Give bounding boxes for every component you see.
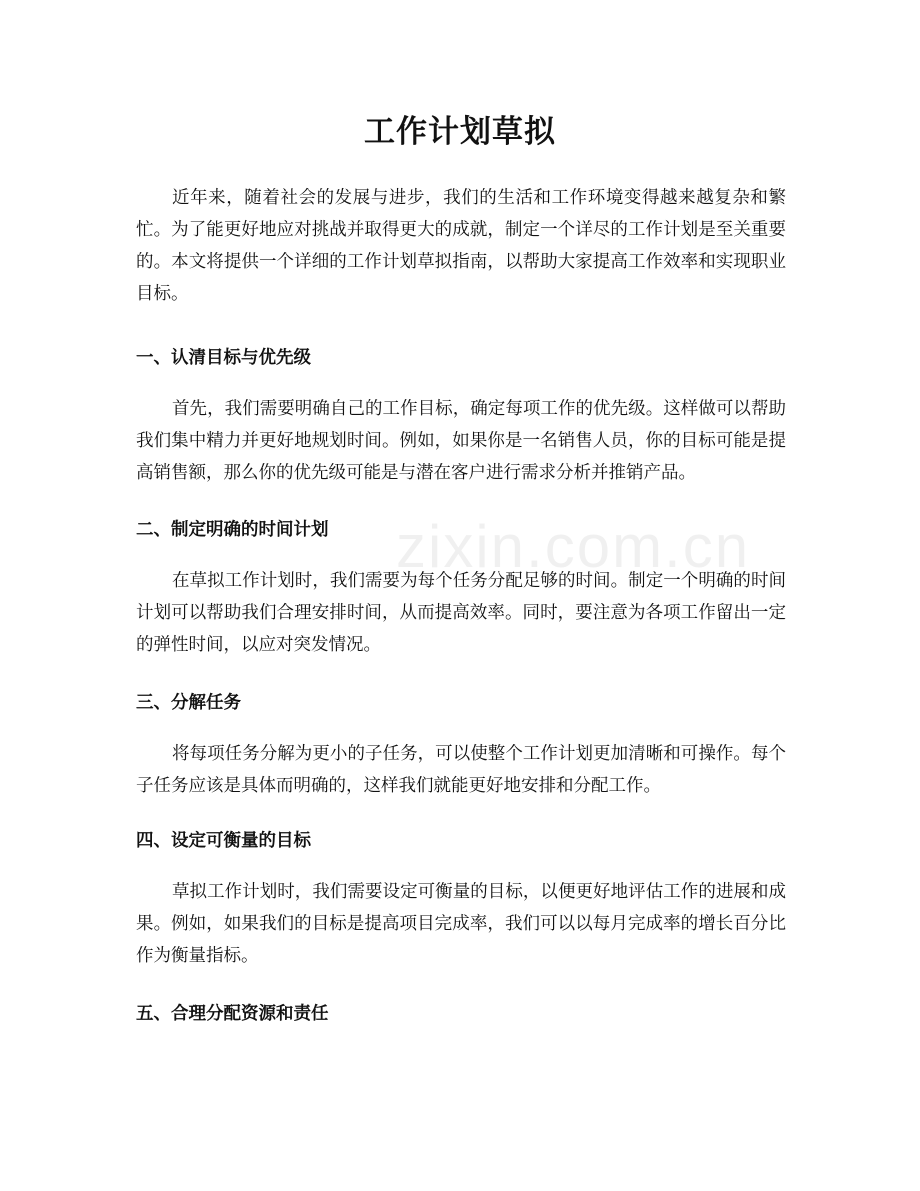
section-heading-4: 四、设定可衡量的目标 — [136, 831, 311, 851]
section-body-4: 草拟工作计划时，我们需要设定可衡量的目标，以便更好地评估工作的进展和成果。例如，如果我们的目标是提高项目完成率，我们可以以每月完成率的增长百分比作为衡量指标。 — [136, 882, 786, 966]
section-body-1: 首先，我们需要明确自己的工作目标，确定每项工作的优先级。这样做可以帮助我们集中精力并更好地规划时间。例如，如果你是一名销售人员，你的目标可能是提高销售额，那么你的优先级可能是与潜在客户进行需求分析并推销产品。 — [136, 399, 786, 483]
section-heading-2: 二、制定明确的时间计划 — [136, 520, 329, 540]
intro-paragraph: 近年来，随着社会的发展与进步，我们的生活和工作环境变得越来越复杂和繁忙。为了能更好地应对挑战并取得更大的成就，制定一个详尽的工作计划是至关重要的。本文将提供一个详细的工作计划草拟指南，以帮助大家提高工作效率和实现职业目标。 — [136, 188, 786, 304]
section-body-3: 将每项任务分解为更小的子任务，可以使整个工作计划更加清晰和可操作。每个子任务应该是具体而明确的，这样我们就能更好地安排和分配工作。 — [136, 744, 786, 796]
page-title: 工作计划草拟 — [364, 114, 556, 150]
section-heading-1: 一、认清目标与优先级 — [136, 348, 311, 368]
section-heading-5: 五、合理分配资源和责任 — [136, 1004, 329, 1024]
section-heading-3: 三、分解任务 — [136, 693, 241, 713]
watermark: zixin.com.cn — [396, 513, 751, 580]
section-body-2: 在草拟工作计划时，我们需要为每个任务分配足够的时间。制定一个明确的时间计划可以帮助我们合理安排时间，从而提高效率。同时，要注意为各项工作留出一定的弹性时间，以应对突发情况。 — [136, 571, 786, 655]
